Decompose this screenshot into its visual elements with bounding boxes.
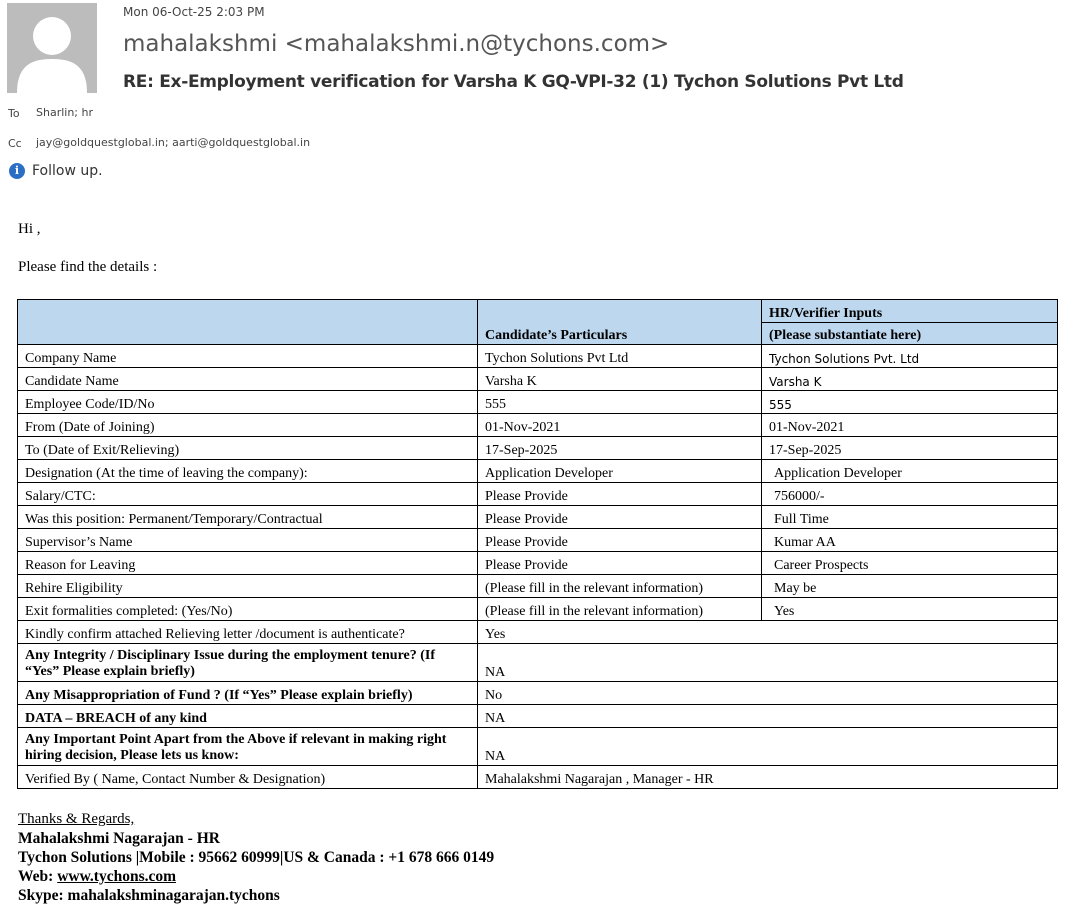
row-verifier: 17-Sep-2025 bbox=[762, 437, 1058, 460]
row-label: Designation (At the time of leaving the company): bbox=[18, 460, 478, 483]
website-link[interactable]: www.tychons.com bbox=[57, 868, 177, 885]
email-subject: RE: Ex-Employment verification for Varsha K GQ-VPI-32 (1) Tychon Solutions Pvt Ltd bbox=[123, 72, 904, 92]
table-header-row bbox=[18, 300, 1058, 323]
table-row bbox=[18, 414, 1058, 437]
greeting: Hi , bbox=[18, 221, 41, 237]
row-particulars: Tychon Solutions Pvt Ltd bbox=[478, 345, 762, 368]
row-particulars: Application Developer bbox=[478, 460, 762, 483]
row-value: NA bbox=[478, 644, 1058, 682]
row-label: To (Date of Exit/Relieving) bbox=[18, 437, 478, 460]
row-particulars: (Please fill in the relevant information) bbox=[478, 575, 762, 598]
table-row bbox=[18, 598, 1058, 621]
row-verifier: Application Developer bbox=[762, 460, 1058, 483]
info-icon: i bbox=[9, 163, 25, 179]
table-row bbox=[18, 621, 1058, 644]
row-label: Verified By ( Name, Contact Number & Designation) bbox=[18, 766, 478, 789]
row-label: Employee Code/ID/No bbox=[18, 391, 478, 414]
row-value: No bbox=[478, 682, 1058, 705]
row-label: From (Date of Joining) bbox=[18, 414, 478, 437]
table-row bbox=[18, 766, 1058, 789]
person-icon bbox=[7, 3, 97, 93]
signature-web bbox=[18, 868, 176, 886]
verification-table bbox=[17, 299, 1058, 789]
signature-name: Mahalakshmi Nagarajan - HR bbox=[18, 830, 220, 847]
row-verifier: May be bbox=[762, 575, 1058, 598]
row-label: Any Important Point Apart from the Above if relevant in making right hiring decision, Please lets us know: bbox=[18, 728, 478, 766]
header-candidate-particulars: Candidate’s Particulars bbox=[478, 300, 762, 345]
row-verifier: 756000/- bbox=[762, 483, 1058, 506]
sender-name[interactable]: mahalakshmi <mahalakshmi.n@tychons.com> bbox=[123, 31, 670, 57]
row-label: Kindly confirm attached Relieving letter /document is authenticate? bbox=[18, 621, 478, 644]
row-particulars: Please Provide bbox=[478, 552, 762, 575]
sender-avatar bbox=[7, 3, 97, 93]
row-label: Any Integrity / Disciplinary Issue during the employment tenure? (If “Yes” Please explain briefly) bbox=[18, 644, 478, 682]
table-row bbox=[18, 506, 1058, 529]
follow-up-text: Follow up. bbox=[32, 163, 103, 179]
row-verifier: Varsha K bbox=[762, 368, 1058, 391]
row-particulars: Please Provide bbox=[478, 529, 762, 552]
row-particulars: (Please fill in the relevant information) bbox=[478, 598, 762, 621]
header-cell-empty bbox=[18, 300, 478, 345]
table-row bbox=[18, 682, 1058, 705]
row-label: Salary/CTC: bbox=[18, 483, 478, 506]
row-verifier: Career Prospects bbox=[762, 552, 1058, 575]
table-row bbox=[18, 529, 1058, 552]
row-label: Company Name bbox=[18, 345, 478, 368]
header-verifier-inputs: HR/Verifier Inputs bbox=[762, 300, 1058, 323]
row-particulars: Please Provide bbox=[478, 483, 762, 506]
row-label: Rehire Eligibility bbox=[18, 575, 478, 598]
table-row bbox=[18, 437, 1058, 460]
cc-recipients[interactable]: jay@goldquestglobal.in; aarti@goldquestglobal.in bbox=[36, 136, 311, 149]
row-label: Supervisor’s Name bbox=[18, 529, 478, 552]
row-verifier: 01-Nov-2021 bbox=[762, 414, 1058, 437]
row-label: Reason for Leaving bbox=[18, 552, 478, 575]
to-recipients[interactable]: Sharlin; hr bbox=[36, 106, 93, 119]
table-row bbox=[18, 368, 1058, 391]
row-verifier: Yes bbox=[762, 598, 1058, 621]
table-row bbox=[18, 483, 1058, 506]
header-substantiate: (Please substantiate here) bbox=[762, 322, 1058, 345]
row-particulars: Please Provide bbox=[478, 506, 762, 529]
table-row bbox=[18, 460, 1058, 483]
cc-label: Cc bbox=[8, 137, 22, 150]
table-row bbox=[18, 391, 1058, 414]
signature-company-line: Tychon Solutions |Mobile : 95662 60999|US & Canada : +1 678 666 0149 bbox=[18, 849, 495, 866]
row-particulars: 17-Sep-2025 bbox=[478, 437, 762, 460]
row-particulars: 01-Nov-2021 bbox=[478, 414, 762, 437]
sent-date: Mon 06-Oct-25 2:03 PM bbox=[123, 5, 265, 19]
table-row bbox=[18, 345, 1058, 368]
table-row bbox=[18, 705, 1058, 728]
web-label: Web: bbox=[18, 868, 58, 885]
row-verifier: Tychon Solutions Pvt. Ltd bbox=[762, 345, 1058, 368]
row-particulars: Varsha K bbox=[478, 368, 762, 391]
row-value: NA bbox=[478, 728, 1058, 766]
signature-skype: Skype: mahalakshminagarajan.tychons bbox=[18, 887, 280, 904]
table-row bbox=[18, 552, 1058, 575]
table-row bbox=[18, 644, 1058, 682]
row-label: Was this position: Permanent/Temporary/Contractual bbox=[18, 506, 478, 529]
row-value: Yes bbox=[478, 621, 1058, 644]
row-particulars: 555 bbox=[478, 391, 762, 414]
row-label: Exit formalities completed: (Yes/No) bbox=[18, 598, 478, 621]
row-verifier: Full Time bbox=[762, 506, 1058, 529]
signature-thanks: Thanks & Regards, bbox=[18, 811, 135, 827]
row-label: Any Misappropriation of Fund ? (If “Yes” Please explain briefly) bbox=[18, 682, 478, 705]
row-verifier: Kumar AA bbox=[762, 529, 1058, 552]
row-value: NA bbox=[478, 705, 1058, 728]
row-label: DATA – BREACH of any kind bbox=[18, 705, 478, 728]
row-value: Mahalakshmi Nagarajan , Manager - HR bbox=[478, 766, 1058, 789]
row-verifier: 555 bbox=[762, 391, 1058, 414]
table-row bbox=[18, 575, 1058, 598]
follow-up-flag bbox=[9, 163, 103, 179]
to-label: To bbox=[8, 107, 20, 120]
row-label: Candidate Name bbox=[18, 368, 478, 391]
intro-text: Please find the details : bbox=[18, 259, 158, 275]
table-row bbox=[18, 728, 1058, 766]
